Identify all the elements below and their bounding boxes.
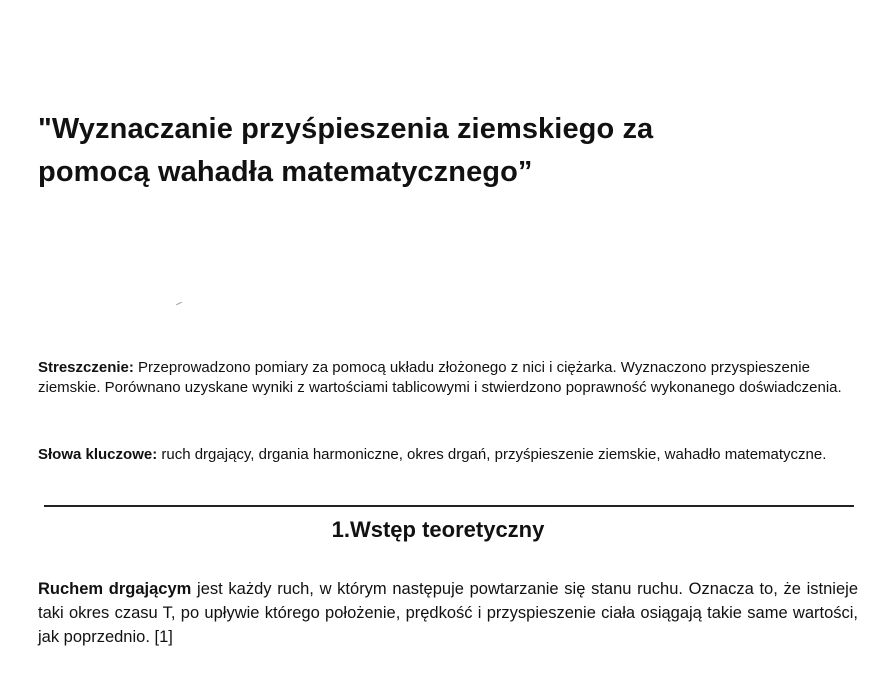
intro-paragraph [38, 577, 858, 649]
document-title-line-1: "Wyznaczanie przyśpieszenia ziemskiego za [38, 113, 654, 145]
abstract-paragraph [38, 358, 858, 398]
abstract-label: Streszczenie: [38, 359, 134, 376]
abstract-text: Przeprowadzono pomiary za pomocą układu złożonego z nici i ciężarka. Wyznaczono przyspieszenie ziemskie. Porównano uzyskane wyniki z wartościami tablicowymi i stwierdzono poprawność wykonanego doświadczenia. [38, 359, 842, 396]
keywords-label: Słowa kluczowe: [38, 446, 158, 463]
section-divider [44, 505, 854, 507]
intro-bold-term: Ruchem drgającym [38, 580, 192, 598]
section-heading: 1.Wstęp teoretyczny [331, 517, 545, 542]
document-title [38, 108, 838, 194]
document-title-line-2: pomocą wahadła matematycznego” [38, 156, 533, 188]
scan-speck [176, 302, 182, 305]
keywords-text: ruch drgający, drgania harmoniczne, okres drgań, przyśpieszenie ziemskie, wahadło matematyczne. [157, 446, 827, 463]
keywords-paragraph [38, 445, 858, 465]
intro-text: jest każdy ruch, w którym następuje powtarzanie się stanu ruchu. Oznacza to, że istnieje taki okres czasu T, po upływie którego położenie, prędkość i przyspieszenie ciała osiągają takie same wartości, jak poprzednio. [1] [38, 580, 858, 646]
